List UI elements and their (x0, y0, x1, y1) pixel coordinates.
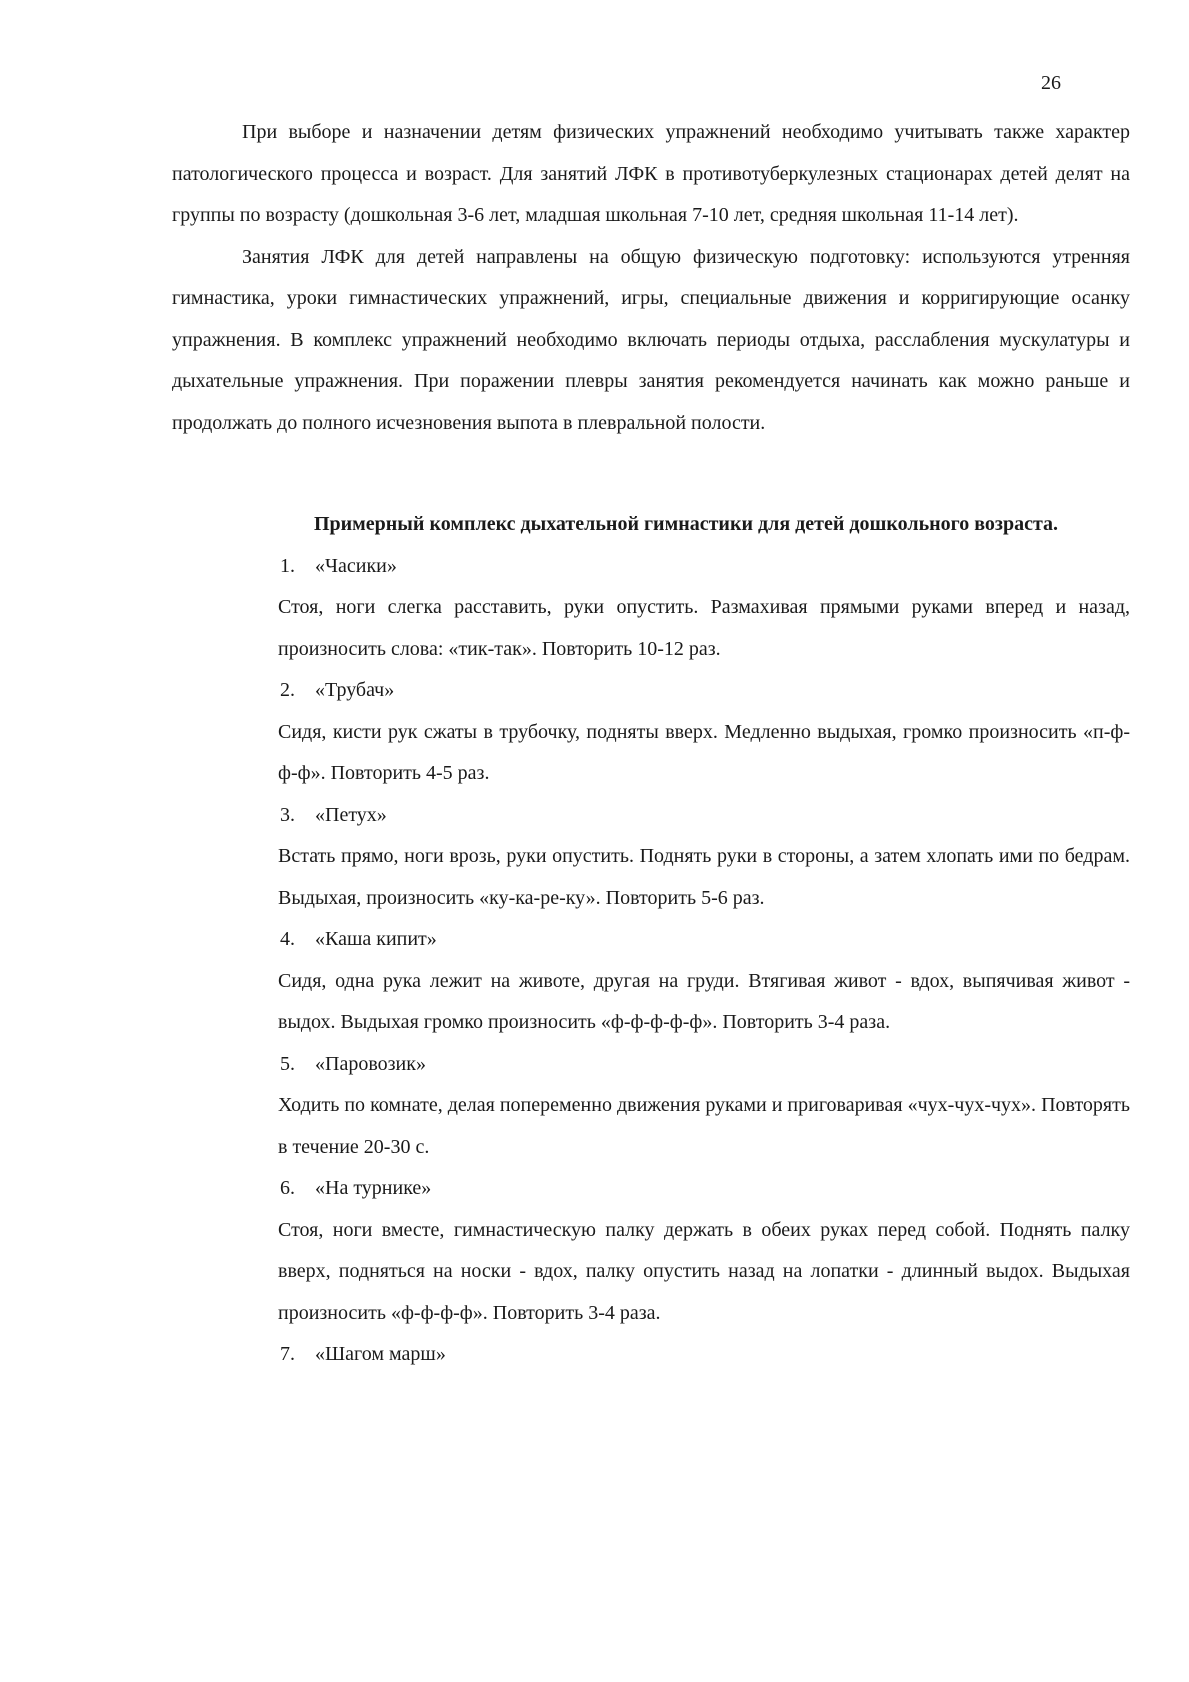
exercise-number: 6. (280, 1177, 295, 1199)
exercise-title (278, 919, 1130, 961)
exercise-title (278, 546, 1130, 588)
exercise-number: 5. (280, 1052, 295, 1075)
exercise-number: 3. (280, 803, 295, 826)
exercise-title (278, 795, 1130, 837)
exercise-description: Стоя, ноги вместе, гимнастическую палку держать в обеих руках перед собой. Поднять палку вверх, подняться на носки - вдох, палку опустить назад на лопатки - длинный выдох. Выдыхая произносить «ф-ф-ф-ф». Повторить 3-4 раза. (278, 1218, 1130, 1324)
exercise-name: «Шагом марш» (315, 1343, 446, 1365)
exercise-title (278, 1334, 1130, 1376)
exercise-number: 2. (280, 679, 295, 701)
exercise-title (278, 1044, 1130, 1086)
page-number: 26 (1041, 72, 1061, 94)
exercise-number: 7. (280, 1343, 295, 1365)
exercise-description: Сидя, кисти рук сжаты в трубочку, подняты вверх. Медленно выдыхая, громко произносить «п-ф-ф-ф». Повторить 4-5 раз. (278, 720, 1130, 784)
exercise-name: «На турнике» (315, 1177, 432, 1199)
page-content (172, 112, 1130, 1376)
exercise-number: 4. (280, 928, 295, 950)
section-heading: Примерный комплекс дыхательной гимнастики для детей дошкольного возраста. (313, 513, 1059, 535)
paragraph: Занятия ЛФК для детей направлены на общую физическую подготовку: используются утренняя гимнастика, уроки гимнастических упражнений, игры, специальные движения и корригирующие осанку упражнения. В комплекс упражнений необходимо включать периоды отдыха, расслабления мускулатуры и дыхательные упражнения. При поражении плевры занятия рекомендуется начинать как можно раньше и продолжать до полного исчезновения выпота в плевральной полости. (172, 245, 1130, 434)
exercise-name: «Каша кипит» (315, 928, 437, 950)
exercise-description: Сидя, одна рука лежит на животе, другая на груди. Втягивая живот - вдох, выпячивая живот - выдох. Выдыхая громко произносить «ф-ф-ф-ф-ф». Повторить 3-4 раза. (278, 969, 1130, 1033)
exercise-title (278, 670, 1130, 712)
exercise-number: 1. (280, 554, 295, 577)
exercise-description: Встать прямо, ноги врозь, руки опустить. Поднять руки в стороны, а затем хлопать ими по бедрам. Выдыхая, произносить «ку-ка-ре-ку». Повторить 5-6 раз. (278, 845, 1130, 909)
exercise-title (278, 1168, 1130, 1210)
exercise-name: «Паровозик» (315, 1052, 426, 1075)
paragraph: При выборе и назначении детям физических упражнений необходимо учитывать также характер патологического процесса и возраст. Для занятий ЛФК в противотуберкулезных стационарах детей делят на группы по возрасту (дошкольная 3-6 лет, младшая школьная 7-10 лет, средняя школьная 11-14 лет). (172, 121, 1130, 226)
exercise-description: Ходить по комнате, делая попеременно движения руками и приговаривая «чух-чух-чух». Повторять в течение 20-30 с. (278, 1094, 1130, 1158)
exercise-name: «Трубач» (315, 679, 395, 701)
exercise-name: «Петух» (315, 803, 387, 826)
exercise-list (278, 546, 1130, 1376)
exercise-name: «Часики» (315, 554, 397, 577)
exercise-description: Стоя, ноги слегка расставить, руки опустить. Размахивая прямыми руками вперед и назад, произносить слова: «тик-так». Повторить 10-12 раз. (278, 596, 1130, 660)
